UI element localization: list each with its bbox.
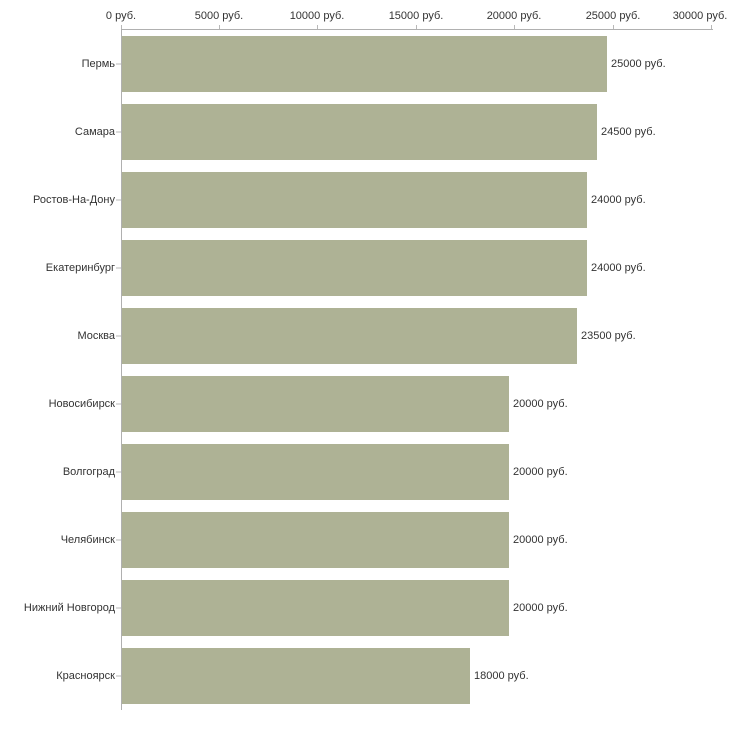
bar-row [0,574,730,642]
bar-nizhniy-novgorod[interactable] [122,580,509,636]
x-tick-label-1: 5000 руб. [194,10,244,22]
y-tick-mark-0 [116,64,121,65]
bar-samara[interactable] [122,104,597,160]
bar-rostov-na-donu[interactable] [122,172,587,228]
bar-value-samara: 24500 руб. [601,126,656,138]
category-label-perm: Пермь [81,58,115,70]
bar-perm[interactable] [122,36,607,92]
bar-novosibirsk[interactable] [122,376,509,432]
category-label-moskva: Москва [77,330,115,342]
bar-value-nizhniy-novgorod: 20000 руб. [513,602,568,614]
bar-value-rostov-na-donu: 24000 руб. [591,194,646,206]
bar-row [0,30,730,98]
bar-row [0,98,730,166]
x-tick-label-4: 20000 руб. [486,10,542,22]
y-tick-mark-6 [116,472,121,473]
x-axis-tick-labels [0,10,730,24]
category-label-ekaterinburg: Екатеринбург [45,262,115,274]
bar-row [0,506,730,574]
bar-value-novosibirsk: 20000 руб. [513,398,568,410]
y-tick-mark-8 [116,608,121,609]
bar-krasnoyarsk[interactable] [122,648,470,704]
category-label-nizhniy-novgorod: Нижний Новгород [23,602,115,614]
y-tick-mark-2 [116,200,121,201]
y-tick-mark-3 [116,268,121,269]
category-label-krasnoyarsk: Красноярск [56,670,115,682]
bar-ekaterinburg[interactable] [122,240,587,296]
bar-chelyabinsk[interactable] [122,512,509,568]
y-tick-mark-9 [116,676,121,677]
category-label-rostov-na-donu: Ростов-На-Дону [32,194,115,206]
x-tick-label-3: 15000 руб. [388,10,444,22]
bar-row [0,642,730,710]
category-label-samara: Самара [74,126,115,138]
bar-value-chelyabinsk: 20000 руб. [513,534,568,546]
bar-row [0,438,730,506]
y-tick-mark-1 [116,132,121,133]
bar-rows [0,30,730,710]
x-tick-label-2: 10000 руб. [289,10,345,22]
x-tick-label-6: 30000 руб. [672,10,728,22]
bar-row [0,234,730,302]
y-tick-mark-7 [116,540,121,541]
bar-value-ekaterinburg: 24000 руб. [591,262,646,274]
bar-row [0,302,730,370]
bar-row [0,166,730,234]
y-tick-mark-5 [116,404,121,405]
bar-value-krasnoyarsk: 18000 руб. [474,670,529,682]
bar-value-moskva: 23500 руб. [581,330,636,342]
category-label-novosibirsk: Новосибирск [48,398,115,410]
bar-moskva[interactable] [122,308,577,364]
x-tick-label-0: 0 руб. [105,10,137,22]
category-label-volgograd: Волгоград [62,466,115,478]
bar-volgograd[interactable] [122,444,509,500]
bar-value-perm: 25000 руб. [611,58,666,70]
bar-row [0,370,730,438]
bar-value-volgograd: 20000 руб. [513,466,568,478]
y-tick-mark-4 [116,336,121,337]
x-tick-label-5: 25000 руб. [585,10,641,22]
category-label-chelyabinsk: Челябинск [60,534,115,546]
